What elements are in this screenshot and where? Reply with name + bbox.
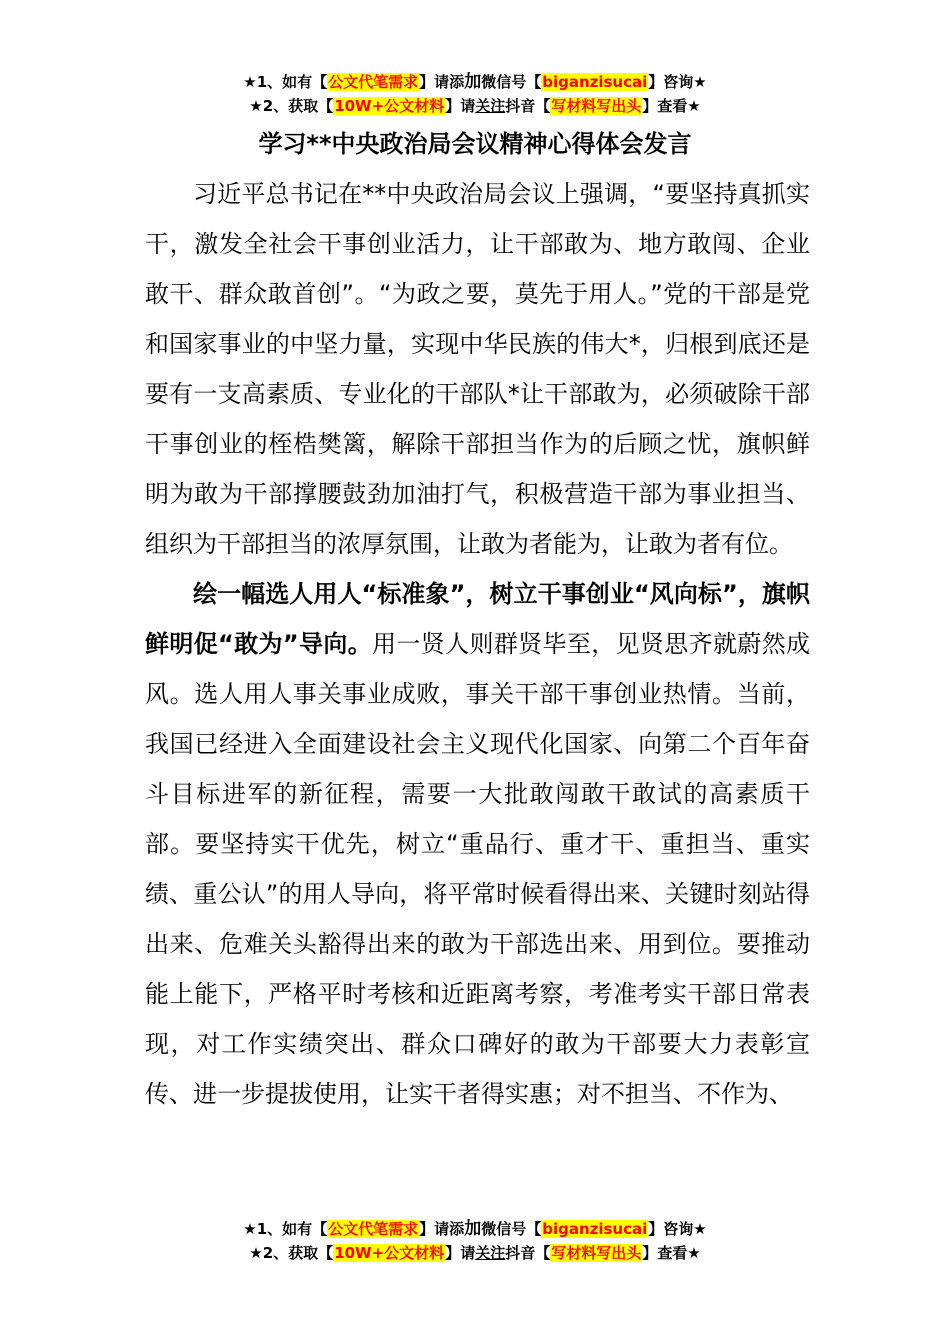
banner-text: 抖音【 bbox=[505, 97, 551, 115]
banner-highlight: biganzisucai bbox=[542, 1220, 648, 1238]
banner-text: 】查看★ bbox=[642, 97, 701, 115]
banner-highlight: 公文代笔需求 bbox=[328, 73, 419, 91]
banner-text: 关注 bbox=[475, 97, 506, 115]
document-title: 学习**中央政治局会议精神心得体会发言 bbox=[258, 130, 692, 158]
banner-text: 】咨询★ bbox=[648, 1220, 707, 1238]
banner-line-2 bbox=[0, 1241, 950, 1265]
banner-text: 抖音【 bbox=[505, 1244, 551, 1262]
banner-highlight: 写材料写出头 bbox=[551, 97, 642, 115]
banner-text: 关注 bbox=[475, 1244, 506, 1262]
banner-text: ★1、如有【 bbox=[243, 1220, 328, 1238]
document-body bbox=[145, 169, 810, 1119]
banner-text: 】请 bbox=[445, 97, 476, 115]
banner-highlight: 公文代笔需求 bbox=[328, 1220, 419, 1238]
banner-text: ★2、获取【 bbox=[249, 1244, 334, 1262]
banner-text: 】请添 bbox=[419, 1220, 465, 1238]
banner-text: ★2、获取【 bbox=[249, 97, 334, 115]
header-banner bbox=[0, 70, 950, 118]
banner-line-2 bbox=[0, 94, 950, 118]
footer-banner bbox=[0, 1217, 950, 1265]
paragraph-2-heading: 绘一幅选人用人“标准象”，树立干事创业“风向标”，旗帜鲜明促“敢为”导向。 bbox=[145, 580, 810, 658]
banner-text: 微信号【 bbox=[481, 73, 542, 91]
banner-highlight: 写材料写出头 bbox=[551, 1244, 642, 1262]
banner-text: 】请 bbox=[445, 1244, 476, 1262]
banner-text: ★1、如有【 bbox=[243, 73, 328, 91]
banner-text: 】咨询★ bbox=[648, 73, 707, 91]
paragraph-1: 习近平总书记在**中央政治局会议上强调，“要坚持真抓实干，激发全社会干事创业活力，让干部敢为、地方敢闯、企业敢干、群众敢首创”。“为政之要，莫先于用人。”党的干部是党和国家事业的中坚力量，实现中华民族的伟大*，归根到底还是要有一支高素质、专业化的干部队*让干部敢为，必须破除干部干事创业的桎梏樊篱，解除干部担当作为的后顾之忧，旗帜鲜明为敢为干部撑腰鼓劲加油打气，积极营造干部为事业担当、组织为干部担当的浓厚氛围，让敢为者能为，让敢为者有位。 bbox=[145, 180, 810, 558]
banner-highlight: biganzisucai bbox=[542, 73, 648, 91]
banner-text: 】查看★ bbox=[642, 1244, 701, 1262]
banner-line-1 bbox=[0, 70, 950, 94]
banner-line-1 bbox=[0, 1217, 950, 1241]
banner-text: 加 bbox=[464, 1219, 482, 1239]
banner-text: 加 bbox=[464, 72, 482, 92]
paragraph-2-text: 用一贤人则群贤毕至，见贤思齐就蔚然成风。选人用人事关事业成败，事关干部干事创业热情。当前，我国已经进入全面建设社会主义现代化国家、向第二个百年奋斗目标进军的新征程，需要一大批敢闯敢干敢试的高素质干部。要坚持实干优先，树立“重品行、重才干、重担当、重实绩、重公认”的用人导向，将平常时候看得出来、关键时刻站得出来、危难关头豁得出来的敢为干部选出来、用到位。要推动能上能下，严格平时考核和近距离考察，考准考实干部日常表现，对工作实绩突出、群众口碑好的敢为干部要大力表彰宣传、进一步提拔使用，让实干者得实惠；对不担当、不作为、 bbox=[145, 630, 811, 1108]
banner-text: 微信号【 bbox=[481, 1220, 542, 1238]
banner-highlight: 10W+公文材料 bbox=[334, 1244, 445, 1262]
banner-highlight: 10W+公文材料 bbox=[334, 97, 445, 115]
paragraph-2 bbox=[145, 569, 810, 1119]
banner-text: 】请添 bbox=[419, 73, 465, 91]
